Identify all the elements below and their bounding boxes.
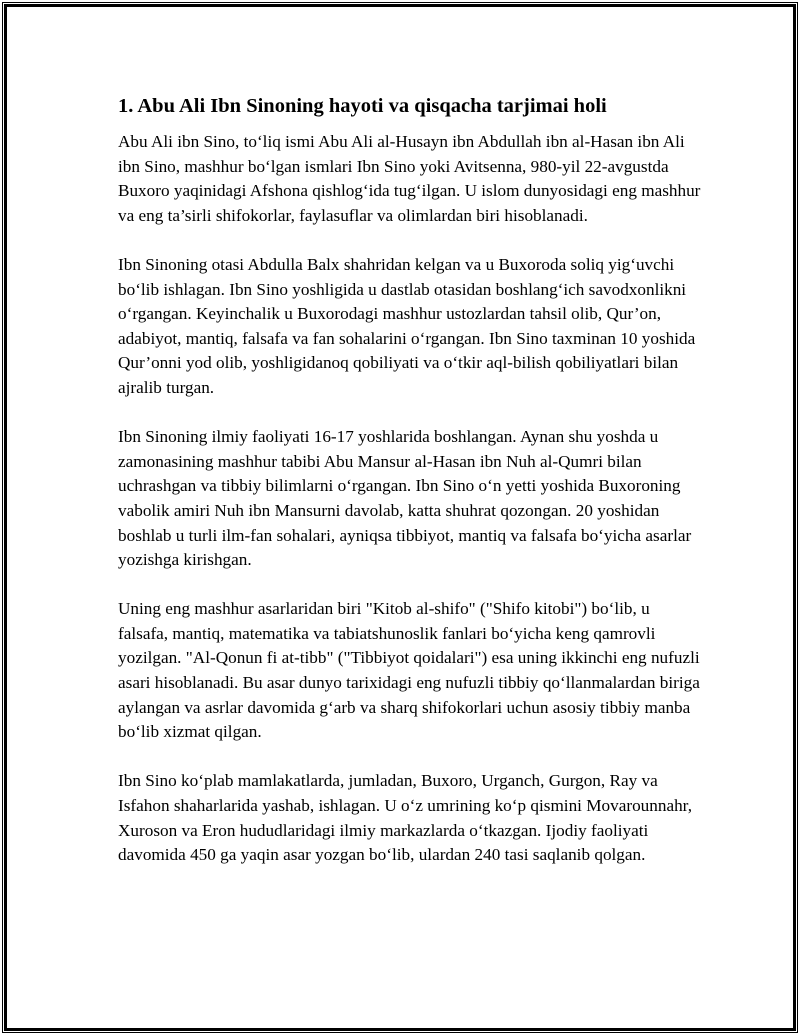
section-title: 1. Abu Ali Ibn Sinoning hayoti va qisqacha tarjimai holi	[118, 95, 607, 117]
paragraph-travels-legacy: Ibn Sino ko‘plab mamlakatlarda, jumladan, Buxoro, Urganch, Gurgon, Ray va Isfahon shaharlarida yashab, ishlagan. U o‘z umrining ko‘p qismini Movarounnahr, Xuroson va Eron hududlaridagi ilmiy markazlarda o‘tkazgan. Ijodiy faoliyati davomida 450 ga yaqin asar yozgan bo‘lib, ulardan 240 tasi saqlanib qolgan.	[118, 771, 693, 865]
paragraph-early-education: Ibn Sinoning otasi Abdulla Balx shahridan kelgan va u Buxoroda soliq yig‘uvchi bo‘lib ishlagan. Ibn Sino yoshligida u dastlab otasidan boshlang‘ich savodxonlikni o‘rgangan. Keyinchalik u Buxorodagi mashhur ustozlardan tahsil olib, Qur’on, adabiyot, mantiq, falsafa va fan sohalarini o‘rgangan. Ibn Sino taxminan 10 yoshida Qur’onni yod olib, yoshligidanoq qobiliyati va o‘tkir aql-bilish qobiliyatlari bilan ajralib turgan.	[118, 254, 696, 397]
paragraph-biography-intro: Abu Ali ibn Sino, to‘liq ismi Abu Ali al-Husayn ibn Abdullah ibn al-Hasan ibn Ali ibn Sino, mashhur bo‘lgan ismlari Ibn Sino yoki Avitsenna, 980-yil 22-avgustda Buxoro yaqinidagi Afshona qishlog‘ida tug‘ilgan. U islom dunyosidagi eng mashhur va eng ta’sirli shifokorlar, faylasuflar va olimlardan biri hisoblanadi.	[118, 132, 701, 225]
paragraph-scientific-career: Ibn Sinoning ilmiy faoliyati 16-17 yoshlarida boshlangan. Aynan shu yoshda u zamonasining mashhur tabibi Abu Mansur al-Hasan ibn Nuh al-Qumri bilan uchrashgan va tibbiy bilimlarni o‘rgangan. Ibn Sino o‘n yetti yoshida Buxoroning vabolik amiri Nuh ibn Mansurni davolab, katta shuhrat qozongan. 20 yoshidan boshlab u turli ilm-fan sohalari, ayniqsa tibbiyot, mantiq va falsafa bo‘yicha asarlar yozishga kirishgan.	[118, 427, 692, 570]
document-body	[118, 92, 703, 892]
paragraph-major-works: Uning eng mashhur asarlaridan biri "Kitob al-shifo" ("Shifo kitobi") bo‘lib, u falsafa, mantiq, matematika va tabiatshunoslik fanlari bo‘yicha keng qamrovli yozilgan. "Al-Qonun fi at-tibb" ("Tibbiyot qoidalari") esa uning ikkinchi eng nufuzli asari hisoblanadi. Bu asar dunyo tarixidagi eng nufuzli tibbiy qo‘llanmalardan biriga aylangan va asrlar davomida g‘arb va sharq shifokorlari uchun asosiy tibbiy manba bo‘lib xizmat qilgan.	[118, 599, 700, 742]
